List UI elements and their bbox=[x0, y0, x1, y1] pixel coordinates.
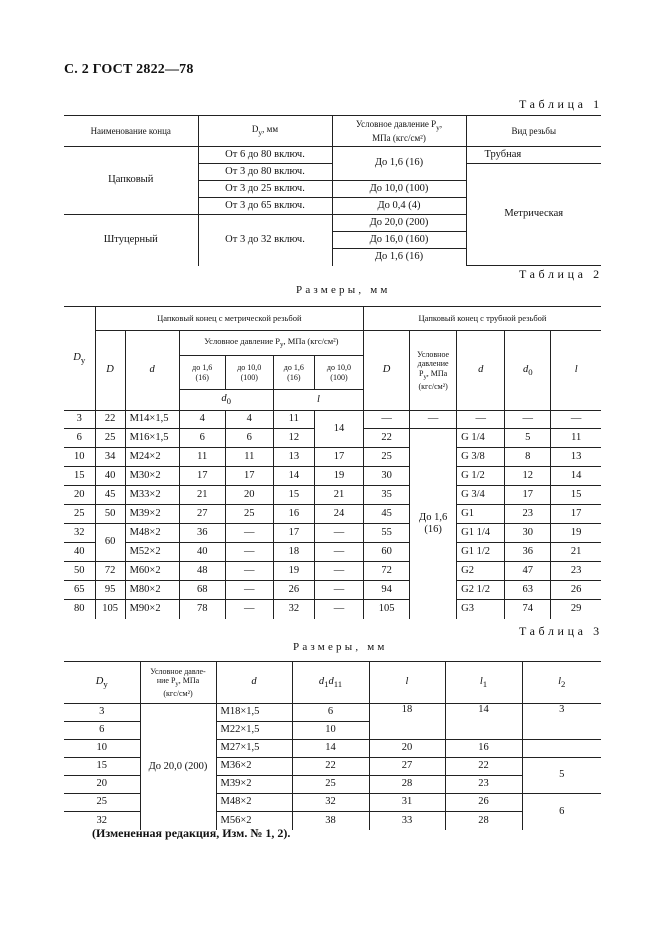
t2-cell: 60 bbox=[364, 543, 410, 562]
t2-cell: 25 bbox=[64, 505, 95, 524]
t2-header-D: D bbox=[95, 331, 125, 411]
t2-cell: 4 bbox=[225, 411, 273, 429]
t2-cell: 55 bbox=[364, 524, 410, 543]
t3-header-l2: $l_2$ bbox=[522, 662, 601, 704]
t1-cell: До 0,4 (4) bbox=[332, 198, 466, 215]
t2-cell: — bbox=[505, 411, 551, 429]
t1-header-pressure: Условное давление $P_у$, МПа (кгс/см²) bbox=[332, 116, 466, 147]
t3-cell: 22 bbox=[292, 758, 369, 776]
t2-cell: G2 bbox=[457, 562, 505, 581]
t1-cell: До 10,0 (100) bbox=[332, 181, 466, 198]
t2-cell: — bbox=[225, 600, 273, 619]
t2-merged-l14: 14 bbox=[314, 411, 363, 448]
t2-cell: G3 bbox=[457, 600, 505, 619]
t2-cell: 15 bbox=[64, 467, 95, 486]
t2-header-d2: d bbox=[457, 331, 505, 411]
table2-subtitle: Размеры, мм bbox=[296, 284, 391, 296]
t1-cell: До 16,0 (160) bbox=[332, 232, 466, 249]
t2-header-l: l bbox=[273, 390, 363, 411]
t2-cell: 25 bbox=[225, 505, 273, 524]
t2-cell: 48 bbox=[179, 562, 225, 581]
t3-cell: 38 bbox=[292, 812, 369, 830]
page-header: С. 2 ГОСТ 2822—78 bbox=[64, 62, 194, 77]
t1-header-dy: $D_у$, мм bbox=[198, 116, 332, 147]
t2-cell: 10 bbox=[64, 448, 95, 467]
t3-merged-l2-6: 6 bbox=[522, 794, 601, 830]
t2-cell: 36 bbox=[505, 543, 551, 562]
t2-cell: 94 bbox=[364, 581, 410, 600]
table2 bbox=[64, 306, 601, 619]
t2-cell: — bbox=[364, 411, 410, 429]
t2-cell: M16×1,5 bbox=[125, 429, 179, 448]
t3-cell: 22 bbox=[445, 758, 522, 776]
t2-cell: 26 bbox=[273, 581, 314, 600]
t2-cell: 26 bbox=[551, 581, 601, 600]
t3-cell: 33 bbox=[369, 812, 445, 830]
t3-merged-press: До 20,0 (200) bbox=[140, 704, 216, 830]
t2-cell: 45 bbox=[95, 486, 125, 505]
amendment-note: (Измененная редакция, Изм. № 1, 2). bbox=[92, 826, 291, 840]
t2-cell: 17 bbox=[314, 448, 363, 467]
t1-cell: До 1,6 (16) bbox=[332, 147, 466, 181]
t2-cell: 17 bbox=[225, 467, 273, 486]
t2-cell: — bbox=[225, 524, 273, 543]
t2-cell: G1 bbox=[457, 505, 505, 524]
t2-cell: 13 bbox=[273, 448, 314, 467]
t1-cell: От 3 до 65 включ. bbox=[198, 198, 332, 215]
t2-cell: M33×2 bbox=[125, 486, 179, 505]
t2-cell: — bbox=[314, 562, 363, 581]
t2-cell: 23 bbox=[505, 505, 551, 524]
t2-cell: M48×2 bbox=[125, 524, 179, 543]
t2-cell: 8 bbox=[505, 448, 551, 467]
t2-cell: 15 bbox=[273, 486, 314, 505]
t2-header-d0: $d_0$ bbox=[179, 390, 273, 411]
t2-cell: G1 1/2 bbox=[457, 543, 505, 562]
t2-cell: G 1/4 bbox=[457, 429, 505, 448]
t2-cell: 14 bbox=[273, 467, 314, 486]
t2-cell: G 3/4 bbox=[457, 486, 505, 505]
t1-cell: До 1,6 (16) bbox=[332, 249, 466, 266]
t2-cell: 19 bbox=[273, 562, 314, 581]
t2-cell: 74 bbox=[505, 600, 551, 619]
t2-header-D2: D bbox=[364, 331, 410, 411]
t3-merged-l2-5: 5 bbox=[522, 758, 601, 794]
t3-header-l: l bbox=[369, 662, 445, 704]
t2-cell: 5 bbox=[505, 429, 551, 448]
t2-cell: 50 bbox=[95, 505, 125, 524]
t2-cell: 6 bbox=[64, 429, 95, 448]
t2-cell: 17 bbox=[551, 505, 601, 524]
t2-cell: 4 bbox=[179, 411, 225, 429]
t3-cell: 25 bbox=[292, 776, 369, 794]
t2-cell: 11 bbox=[551, 429, 601, 448]
t3-cell: M36×2 bbox=[216, 758, 292, 776]
t2-cell: 12 bbox=[505, 467, 551, 486]
t3-cell: 32 bbox=[64, 812, 140, 830]
t2-cell: 14 bbox=[551, 467, 601, 486]
t3-cell: M27×1,5 bbox=[216, 740, 292, 758]
t2-cell: 34 bbox=[95, 448, 125, 467]
t2-header-d: d bbox=[125, 331, 179, 411]
t2-cell: 40 bbox=[95, 467, 125, 486]
t2-cell: 35 bbox=[364, 486, 410, 505]
t3-cell: M48×2 bbox=[216, 794, 292, 812]
t1-shtuc: Штуцерный bbox=[64, 215, 198, 266]
t3-cell: 14 bbox=[445, 704, 522, 740]
t2-cell: — bbox=[314, 581, 363, 600]
t2-header-p16b: до 1,6 (16) bbox=[273, 356, 314, 390]
t2-cell: 19 bbox=[551, 524, 601, 543]
table3-subtitle: Размеры, мм bbox=[293, 641, 388, 653]
t2-cell: 20 bbox=[225, 486, 273, 505]
t2-cell: G2 1/2 bbox=[457, 581, 505, 600]
t2-header-p100b: до 10,0 (100) bbox=[314, 356, 363, 390]
t2-cell: 21 bbox=[179, 486, 225, 505]
t3-cell: M18×1,5 bbox=[216, 704, 292, 722]
t2-cell: 29 bbox=[551, 600, 601, 619]
t2-cell: M90×2 bbox=[125, 600, 179, 619]
t3-cell: 20 bbox=[369, 740, 445, 758]
t2-cell: 11 bbox=[225, 448, 273, 467]
t1-cell: От 6 до 80 включ. bbox=[198, 147, 332, 164]
t3-header-d: d bbox=[216, 662, 292, 704]
t2-header-l2: l bbox=[551, 331, 601, 411]
t2-cell: 40 bbox=[179, 543, 225, 562]
t2-cell: M80×2 bbox=[125, 581, 179, 600]
t2-cell: 6 bbox=[225, 429, 273, 448]
t3-header-pressure: Условное давле- ние $P_у$, МПа (кгс/см²) bbox=[140, 662, 216, 704]
t2-cell: 11 bbox=[179, 448, 225, 467]
t2-cell: 18 bbox=[273, 543, 314, 562]
t2-cell: 16 bbox=[273, 505, 314, 524]
t3-cell: M39×2 bbox=[216, 776, 292, 794]
t2-header-group-metric: Цапковый конец с метрической резьбой bbox=[95, 307, 363, 331]
t2-cell: 22 bbox=[95, 411, 125, 429]
t2-cell: 6 bbox=[179, 429, 225, 448]
t2-cell: 27 bbox=[179, 505, 225, 524]
t2-cell: M52×2 bbox=[125, 543, 179, 562]
t2-cell: 32 bbox=[64, 524, 95, 543]
t2-cell: 25 bbox=[95, 429, 125, 448]
t2-cell: 17 bbox=[273, 524, 314, 543]
t3-cell: 26 bbox=[445, 794, 522, 812]
t3-cell: 28 bbox=[445, 812, 522, 830]
t2-cell: M14×1,5 bbox=[125, 411, 179, 429]
t2-cell: 50 bbox=[64, 562, 95, 581]
t2-cell: G 3/8 bbox=[457, 448, 505, 467]
table3 bbox=[64, 661, 601, 830]
t2-cell: 3 bbox=[64, 411, 95, 429]
t3-cell: M22×1,5 bbox=[216, 722, 292, 740]
t2-cell: 63 bbox=[505, 581, 551, 600]
t2-cell: 23 bbox=[551, 562, 601, 581]
t2-cell: 40 bbox=[64, 543, 95, 562]
t2-cell: — bbox=[225, 581, 273, 600]
t2-cell: 68 bbox=[179, 581, 225, 600]
t2-cell: M24×2 bbox=[125, 448, 179, 467]
table1 bbox=[64, 115, 601, 266]
t3-header-l1: $l_1$ bbox=[445, 662, 522, 704]
t3-header-dy: $D_у$ bbox=[64, 662, 140, 704]
t2-cell: 105 bbox=[95, 600, 125, 619]
t2-cell: 24 bbox=[314, 505, 363, 524]
t2-cell: 21 bbox=[551, 543, 601, 562]
t2-header-p100: до 10,0 (100) bbox=[225, 356, 273, 390]
t2-cell: 13 bbox=[551, 448, 601, 467]
t1-tsapk: Цапковый bbox=[64, 147, 198, 215]
t1-cell: Метрическая bbox=[466, 164, 601, 266]
t2-merged-press: До 1,6 (16) bbox=[410, 429, 457, 619]
t3-cell: 31 bbox=[369, 794, 445, 812]
t3-cell: 16 bbox=[445, 740, 522, 758]
t3-cell: 10 bbox=[64, 740, 140, 758]
t2-cell: — bbox=[314, 600, 363, 619]
t3-cell: M56×2 bbox=[216, 812, 292, 830]
t3-cell: 28 bbox=[369, 776, 445, 794]
t2-cell: 78 bbox=[179, 600, 225, 619]
t2-header-d02: $d_0$ bbox=[505, 331, 551, 411]
t2-cell: — bbox=[225, 562, 273, 581]
t3-merged-l18: 18 bbox=[369, 704, 445, 740]
t3-merged-l2-3: 3 bbox=[522, 704, 601, 740]
t2-cell: M39×2 bbox=[125, 505, 179, 524]
t2-cell: — bbox=[410, 411, 457, 429]
t2-cell: 17 bbox=[505, 486, 551, 505]
t2-cell: 36 bbox=[179, 524, 225, 543]
t2-cell: M60×2 bbox=[125, 562, 179, 581]
t2-cell: M30×2 bbox=[125, 467, 179, 486]
t2-cell: — bbox=[457, 411, 505, 429]
t3-cell: 14 bbox=[292, 740, 369, 758]
t2-cell: 19 bbox=[314, 467, 363, 486]
t2-cell: 47 bbox=[505, 562, 551, 581]
t1-cell: От 3 до 25 включ. bbox=[198, 181, 332, 198]
t2-cell: 12 bbox=[273, 429, 314, 448]
t2-cell: 105 bbox=[364, 600, 410, 619]
t1-cell: От 3 до 32 включ. bbox=[198, 215, 332, 266]
t2-header-pressure: Условное давление $P_у$, МПа (кгс/см²) bbox=[179, 331, 363, 356]
t3-cell: 6 bbox=[64, 722, 140, 740]
t2-cell: — bbox=[314, 524, 363, 543]
t2-cell: 15 bbox=[551, 486, 601, 505]
t3-cell: 23 bbox=[445, 776, 522, 794]
t2-cell: 80 bbox=[64, 600, 95, 619]
t1-cell: От 3 до 80 включ. bbox=[198, 164, 332, 181]
t3-header-d1: $d_1d_{11}$ bbox=[292, 662, 369, 704]
t2-cell: 72 bbox=[364, 562, 410, 581]
t2-cell: 11 bbox=[273, 411, 314, 429]
table1-caption: Таблица 1 bbox=[519, 97, 603, 111]
t3-cell: 15 bbox=[64, 758, 140, 776]
t2-cell: — bbox=[551, 411, 601, 429]
t2-header-p16: до 1,6 (16) bbox=[179, 356, 225, 390]
t2-cell: 22 bbox=[364, 429, 410, 448]
t3-empty bbox=[522, 740, 601, 758]
t3-cell: 27 bbox=[369, 758, 445, 776]
t3-cell: 20 bbox=[64, 776, 140, 794]
t3-cell: 10 bbox=[292, 722, 369, 740]
t2-cell: 72 bbox=[95, 562, 125, 581]
t1-cell: До 20,0 (200) bbox=[332, 215, 466, 232]
t2-cell: 45 bbox=[364, 505, 410, 524]
t2-cell: 65 bbox=[64, 581, 95, 600]
t2-header-pressure2: Условное давление $P_у$, МПа (кгс/см²) bbox=[410, 331, 457, 411]
t2-header-group-pipe: Цапковый конец с трубной резьбой bbox=[364, 307, 601, 331]
t3-cell: 32 bbox=[292, 794, 369, 812]
t2-cell: 32 bbox=[273, 600, 314, 619]
t2-cell: 30 bbox=[364, 467, 410, 486]
t2-cell: 30 bbox=[505, 524, 551, 543]
t2-cell: — bbox=[314, 543, 363, 562]
t2-cell: 21 bbox=[314, 486, 363, 505]
t2-header-dy: $D_у$ bbox=[64, 307, 95, 411]
table2-caption: Таблица 2 bbox=[519, 267, 603, 281]
t2-cell: — bbox=[225, 543, 273, 562]
t2-cell: 17 bbox=[179, 467, 225, 486]
t2-cell: 25 bbox=[364, 448, 410, 467]
t2-cell: 95 bbox=[95, 581, 125, 600]
t2-cell: G 1/2 bbox=[457, 467, 505, 486]
t1-header-name: Наименование конца bbox=[64, 116, 198, 147]
table3-caption: Таблица 3 bbox=[519, 624, 603, 638]
t3-cell: 25 bbox=[64, 794, 140, 812]
t1-header-thread: Вид резьбы bbox=[466, 116, 601, 147]
t2-cell: G1 1/4 bbox=[457, 524, 505, 543]
t3-cell: 6 bbox=[292, 704, 369, 722]
t1-cell: Трубная bbox=[466, 147, 601, 164]
t3-cell: 3 bbox=[64, 704, 140, 722]
t2-merged-d60: 60 bbox=[95, 524, 125, 562]
t2-cell: 20 bbox=[64, 486, 95, 505]
